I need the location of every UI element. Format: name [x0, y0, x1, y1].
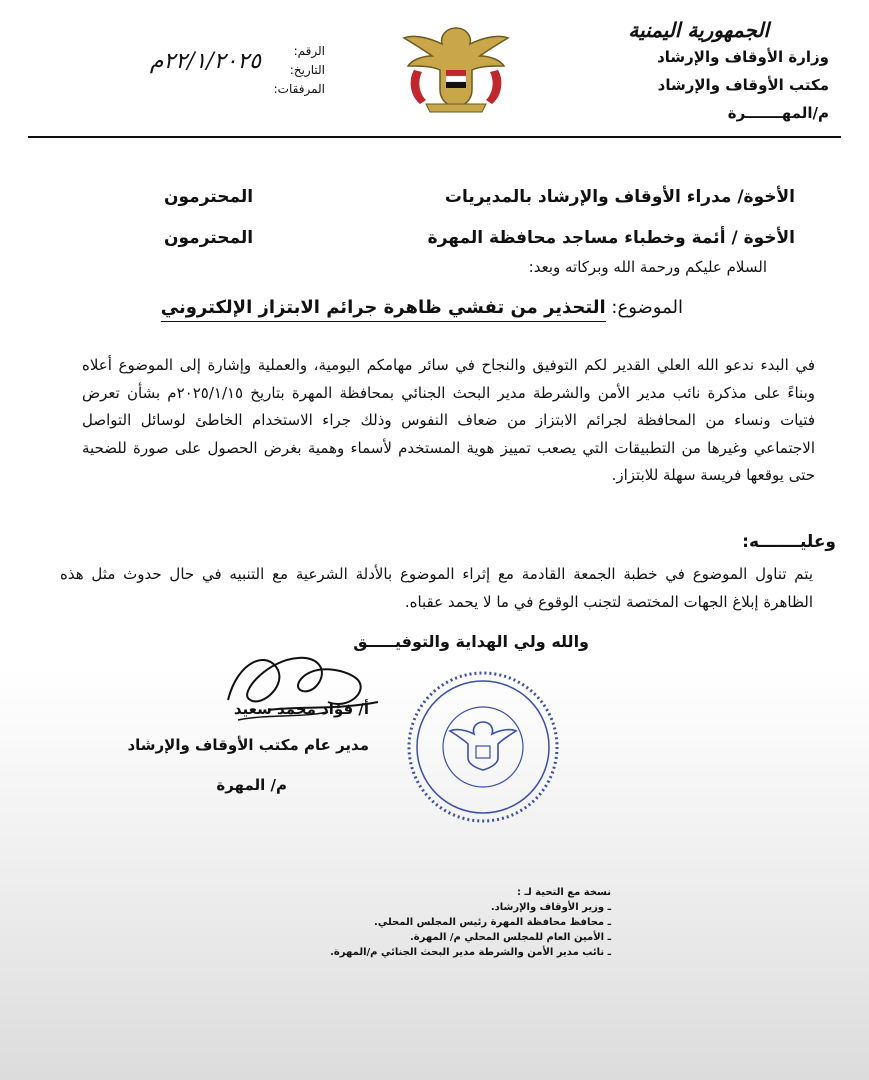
handwritten-signature-icon	[208, 640, 388, 750]
date-value: ٢٢/١/٢٠٢٥م	[149, 49, 261, 74]
governorate-name: م/المهـــــــرة	[727, 104, 829, 122]
addressee-2: الأخوة / أئمة وخطباء مساجد محافظة المهرة	[427, 228, 795, 248]
letterhead	[599, 18, 829, 122]
closing-line: والله ولي الهداية والتوفيـــــق	[353, 632, 589, 651]
greeting: السلام عليكم ورحمة الله وبركاته وبعد:	[528, 258, 767, 276]
subject-line	[161, 297, 683, 318]
cc-item: ـ نائب مدير الأمن والشرطة مدير البحث الجنائي م/المهرة.	[330, 947, 611, 958]
signatory-name: أ/ فؤاد محمد سعيد	[233, 700, 369, 718]
honorific-2: المحترمون	[164, 228, 254, 248]
subject-label: الموضوع:	[611, 297, 683, 318]
ref-label: الرقم:	[293, 44, 325, 58]
signatory-place: م/ المهرة	[216, 776, 287, 794]
instruction-paragraph: يتم تناول الموضوع في خطبة الجمعة القادمة مع إثراء الموضوع بالأدلة الشرعية مع التنبيه في حال حدوث مثل هذه الظاهرة إبلاغ الجهات المختصة لتجنب الوقوع في ما لا يحمد عقباه.	[60, 565, 813, 611]
subject-text: التحذير من تفشي ظاهرة جرائم الابتزاز الإلكتروني	[161, 297, 606, 322]
cc-item: ـ وزير الأوقاف والإرشاد.	[490, 902, 611, 913]
honorific-1: المحترمون	[164, 187, 254, 207]
yemen-eagle-emblem-icon	[400, 20, 512, 120]
attachments-label: المرفقات:	[273, 82, 325, 96]
cc-item: ـ الأمين العام للمجلس المحلي م/ المهرة.	[409, 932, 611, 943]
ministry-name: وزارة الأوقاف والإرشاد	[657, 48, 829, 66]
header-divider	[28, 136, 841, 138]
addressee-1: الأخوة/ مدراء الأوقاف والإرشاد بالمديريات	[444, 187, 795, 207]
date-label: التاريخ:	[289, 63, 325, 77]
country-name: الجمهورية اليمنية	[628, 18, 769, 42]
office-name: مكتب الأوقاف والإرشاد	[657, 76, 829, 94]
cc-item: ـ محافظ محافظة المهرة رئيس المجلس المحلي.	[374, 917, 611, 928]
cc-list	[330, 885, 611, 960]
therefore-heading: وعليـــــــه:	[742, 532, 836, 552]
reference-block	[95, 42, 325, 99]
cc-heading: نسخة مع التحية لـ :	[517, 887, 611, 898]
signatory-title: مدير عام مكتب الأوقاف والإرشاد	[127, 736, 369, 754]
body-paragraph: في البدء ندعو الله العلي القدير لكم التوفيق والنجاح في سائر مهامكم اليومية، والعملية وإشارة إلى الموضوع أعلاه وبناءً على مذكرة نائب مدير الأمن والشرطة مدير البحث الجنائي بمحافظة المهرة بتاريخ ٢٠٢٥/١/١٥م بشأن تعرض فتيات ونساء من المحافظة لجرائم الابتزاز من ضعاف النفوس وذلك جراء الاستخدام الخاطئ لوسائل التواصل الاجتماعي وغيرها من التطبيقات التي يصعب تمييز هوية المستخدم لأسماء وهمية بغرض الحصول على صورة للضحية حتى يوقعها فريسة سهلة للابتزاز.	[82, 356, 816, 484]
official-stamp-icon	[404, 668, 562, 826]
